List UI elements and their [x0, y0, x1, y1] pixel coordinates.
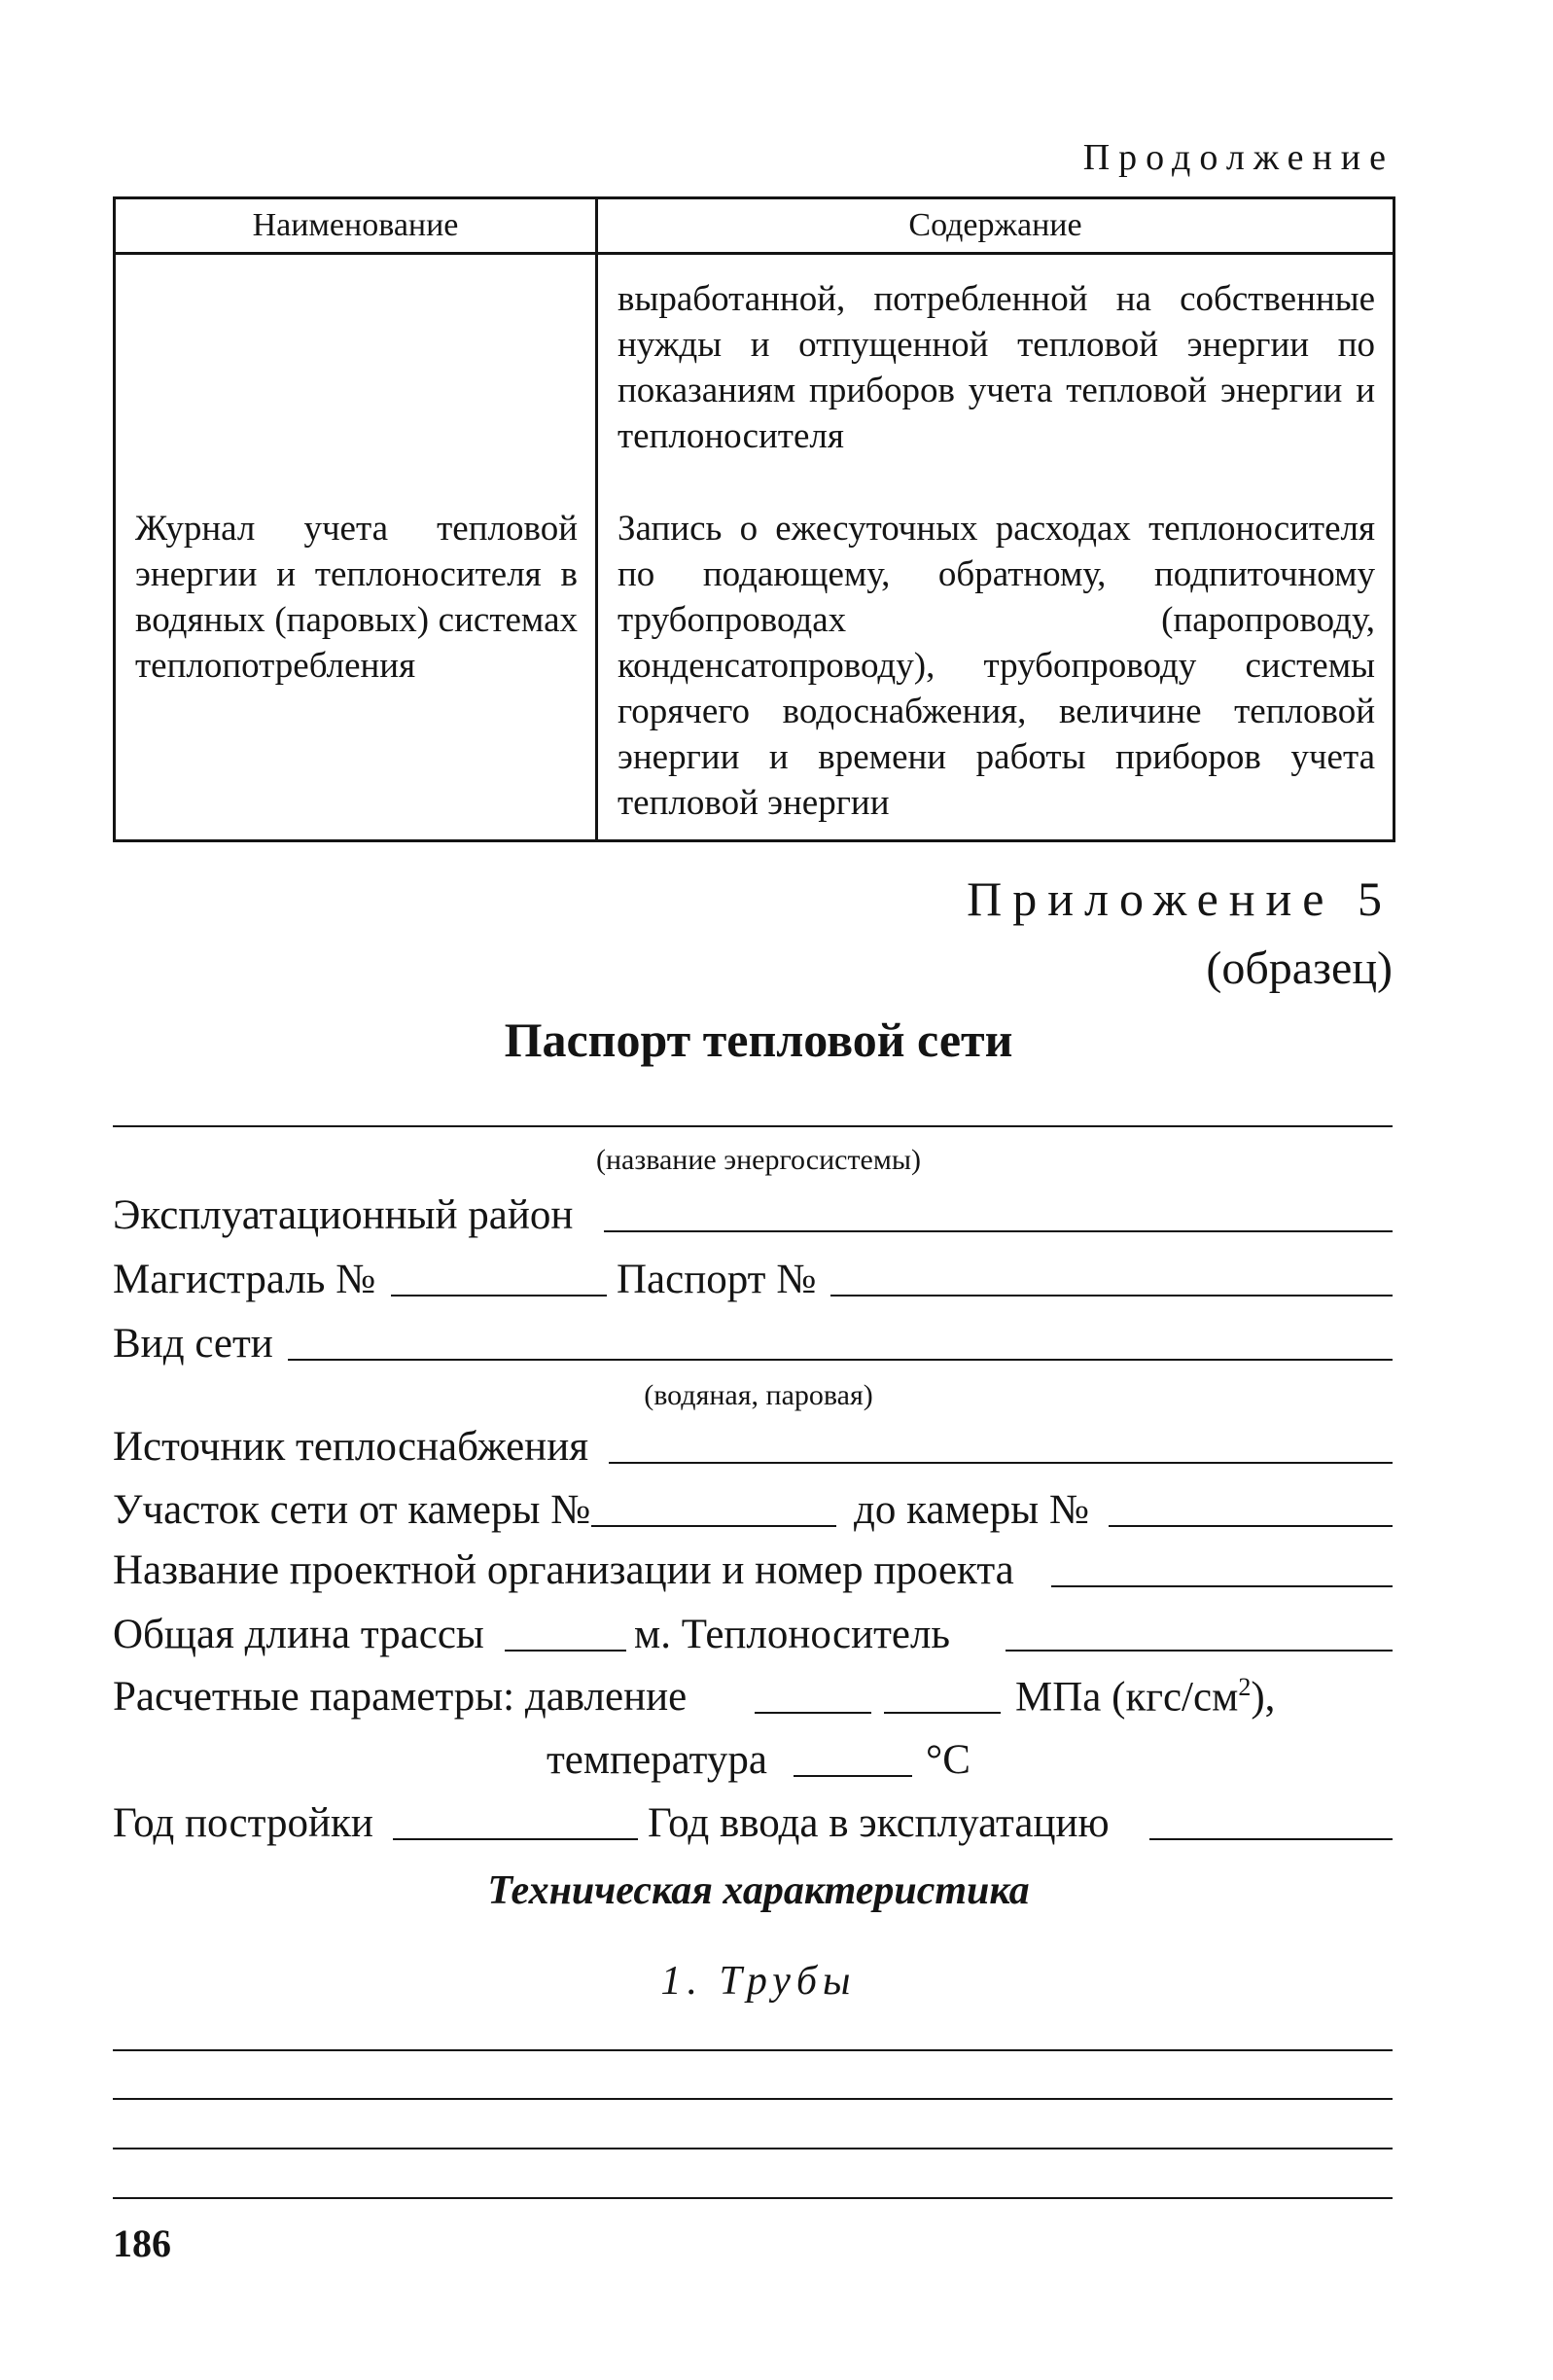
design-params-label: Расчетные параметры: давление: [113, 1674, 688, 1720]
pressure-kgs-field[interactable]: [884, 1673, 1001, 1714]
section-row: [113, 1486, 1393, 1543]
column-header-name: Наименование: [115, 198, 597, 254]
table-cell-content: Запись о ежесуточных расходах теплоносителя по подающему, обратному, подпиточному трубопроводах (паропроводу, конденсатопроводу), трубопроводу системы горячего водоснабжения, величине тепловой энергии и времени работы приборов учета тепловой энергии: [597, 459, 1394, 841]
design-params-row: [113, 1673, 1393, 1729]
temperature-unit: °С: [926, 1737, 971, 1783]
temperature-field[interactable]: [794, 1736, 912, 1777]
design-org-field[interactable]: [1051, 1546, 1393, 1587]
sample-note: (образец): [1206, 942, 1393, 994]
main-label: Магистраль №: [113, 1257, 376, 1302]
passport-number-label: Паспорт №: [617, 1257, 817, 1302]
pressure-unit-superscript: 2: [1238, 1673, 1252, 1701]
tech-heading: Техническая характеристика: [487, 1868, 1030, 1913]
coolant-field[interactable]: [1006, 1611, 1393, 1652]
temperature-row: [113, 1736, 1393, 1793]
appendix-label: Приложение 5: [967, 871, 1393, 926]
network-type-row: [113, 1320, 1393, 1376]
network-type-field[interactable]: [288, 1320, 1393, 1361]
table-cell-content: выработанной, потребленной на собственные нужды и отпущенной тепловой энергии по показаниям приборов учета тепловой энергии и теплоносителя: [597, 254, 1394, 460]
design-org-label: Название проектной организации и номер проекта: [113, 1547, 1014, 1593]
commission-year-field[interactable]: [1149, 1799, 1393, 1840]
section-to-field[interactable]: [1109, 1486, 1393, 1527]
temperature-label: температура: [547, 1737, 767, 1783]
heat-source-field[interactable]: [609, 1423, 1393, 1464]
continuation-label: Продолжение: [1082, 137, 1394, 178]
district-row: [113, 1191, 1393, 1248]
network-type-caption: (водяная, паровая): [644, 1379, 873, 1411]
section-to-label: до камеры №: [854, 1487, 1089, 1533]
page-number: 186: [113, 2221, 171, 2265]
passport-title: Паспорт тепловой сети: [504, 1012, 1013, 1067]
energy-system-field[interactable]: [113, 1125, 1393, 1127]
table-cell-name: [115, 254, 597, 460]
years-row: [113, 1799, 1393, 1856]
heat-source-row: [113, 1423, 1393, 1479]
table-row: [115, 459, 1394, 841]
route-length-field[interactable]: [505, 1611, 626, 1652]
pipes-line[interactable]: [113, 2148, 1393, 2149]
table-cell-name: Журнал учета тепловой энергии и теплоносителя в водяных (паровых) системах теплопотребления: [115, 459, 597, 841]
pressure-mpa-field[interactable]: [755, 1673, 871, 1714]
pressure-unit-main: МПа (кгс/см: [1015, 1674, 1239, 1721]
continuation-table: [113, 196, 1395, 842]
built-year-field[interactable]: [393, 1799, 638, 1840]
section-from-label: Участок сети от камеры №: [113, 1487, 591, 1533]
network-type-label: Вид сети: [113, 1321, 273, 1367]
pressure-unit-close: ),: [1251, 1674, 1276, 1721]
route-length-unit: м. Теплоноситель: [634, 1612, 951, 1657]
energy-system-caption: (название энергосистемы): [595, 1144, 921, 1176]
table-header-row: [115, 198, 1394, 254]
passport-number-field[interactable]: [830, 1256, 1393, 1297]
route-length-label: Общая длина трассы: [113, 1612, 484, 1657]
commission-year-label: Год ввода в эксплуатацию: [648, 1800, 1110, 1846]
pipes-line[interactable]: [113, 2197, 1393, 2199]
column-header-content: Содержание: [597, 198, 1394, 254]
district-field[interactable]: [604, 1191, 1393, 1232]
pipes-line[interactable]: [113, 2098, 1393, 2100]
main-number-field[interactable]: [391, 1256, 607, 1297]
pipes-heading: 1. Трубы: [660, 1959, 857, 2004]
heat-source-label: Источник теплоснабжения: [113, 1424, 588, 1470]
pipes-line[interactable]: [113, 2049, 1393, 2051]
pressure-unit: [1015, 1673, 1275, 1721]
built-year-label: Год постройки: [113, 1800, 373, 1846]
design-org-row: [113, 1546, 1393, 1603]
section-from-field[interactable]: [591, 1486, 836, 1527]
route-length-row: [113, 1611, 1393, 1667]
district-label: Эксплуатационный район: [113, 1192, 574, 1238]
main-passport-row: [113, 1256, 1393, 1312]
table-row: [115, 254, 1394, 460]
